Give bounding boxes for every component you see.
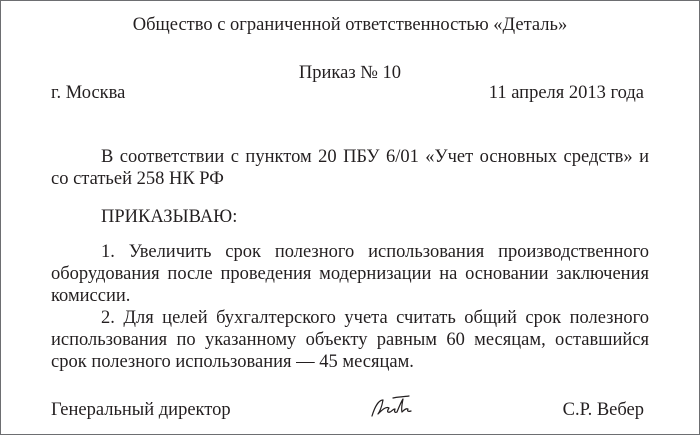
order-item-1: 1. Увеличить срок полезного использования производственного оборудования после проведения модернизации на основании заключения комиссии. <box>51 242 649 306</box>
order-basis-text: В соответствии с пунктом 20 ПБУ 6/01 «Учет основных средств» и со статьей 258 НК РФ <box>51 147 649 189</box>
order-item-2: 2. Для целей бухгалтерского учета считать общий срок полезного использования по указанному объекту равным 60 месяцам, оставшийся срок полезного использования — 45 месяцам. <box>51 308 649 372</box>
order-items <box>51 241 649 373</box>
order-basis <box>51 146 649 190</box>
organization-name: Общество с ограниченной ответственностью «Деталь» <box>132 15 568 35</box>
signatory-position: Генеральный директор <box>51 400 231 420</box>
order-date: 11 апреля 2013 года <box>488 83 644 103</box>
signatory-name: С.Р. Вебер <box>562 400 644 420</box>
city: г. Москва <box>51 83 126 103</box>
handwritten-signature <box>369 392 417 422</box>
order-word: ПРИКАЗЫВАЮ: <box>101 207 238 227</box>
order-title: Приказ № 10 <box>298 63 402 83</box>
